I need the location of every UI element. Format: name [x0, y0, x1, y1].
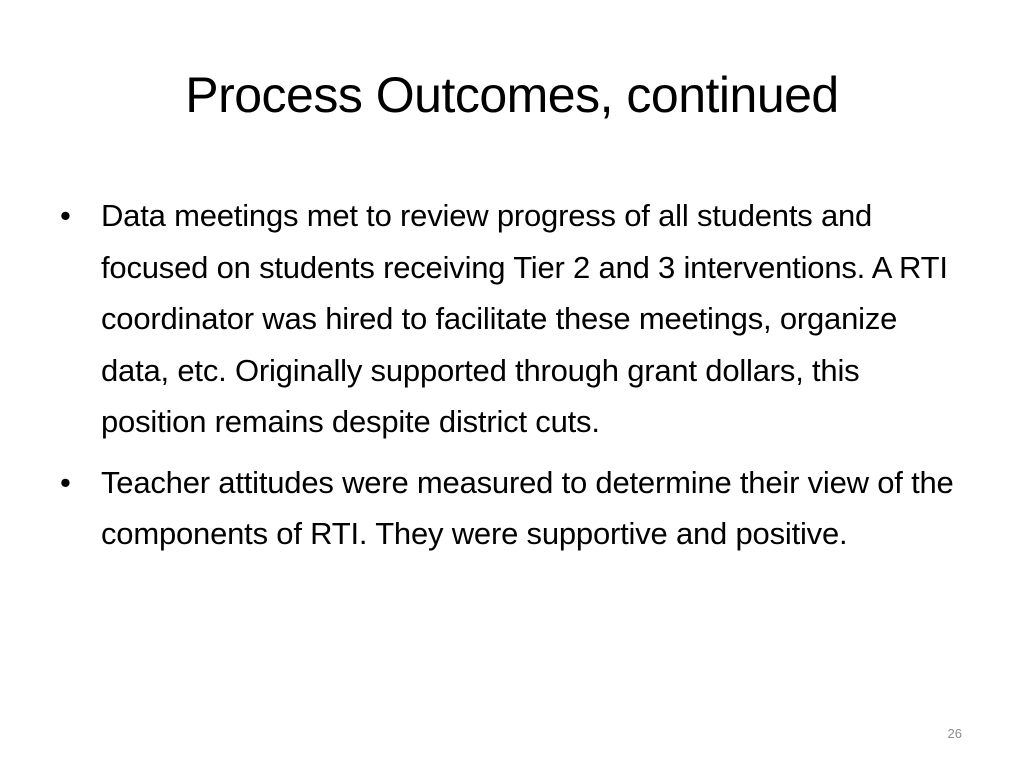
bullet-item-data-meetings	[60, 190, 970, 448]
bullet-icon: •	[60, 464, 71, 500]
bullet-text: Teacher attitudes were measured to determine their view of the components of RTI. They were supportive and positive.	[101, 464, 954, 551]
slide-title: Process Outcomes, continued	[185, 67, 839, 123]
bullet-text: Data meetings met to review progress of all students and focused on students receiving Tier 2 and 3 interventions. A RTI coordinator was hired to facilitate these meetings, organize data, etc. Originally supported through grant dollars, this position remains despite district cuts.	[101, 198, 948, 439]
bullet-list	[60, 190, 970, 569]
slide-number: 26	[947, 726, 962, 741]
bullet-item-teacher-attitudes	[60, 457, 970, 560]
bullet-icon: •	[60, 198, 71, 233]
